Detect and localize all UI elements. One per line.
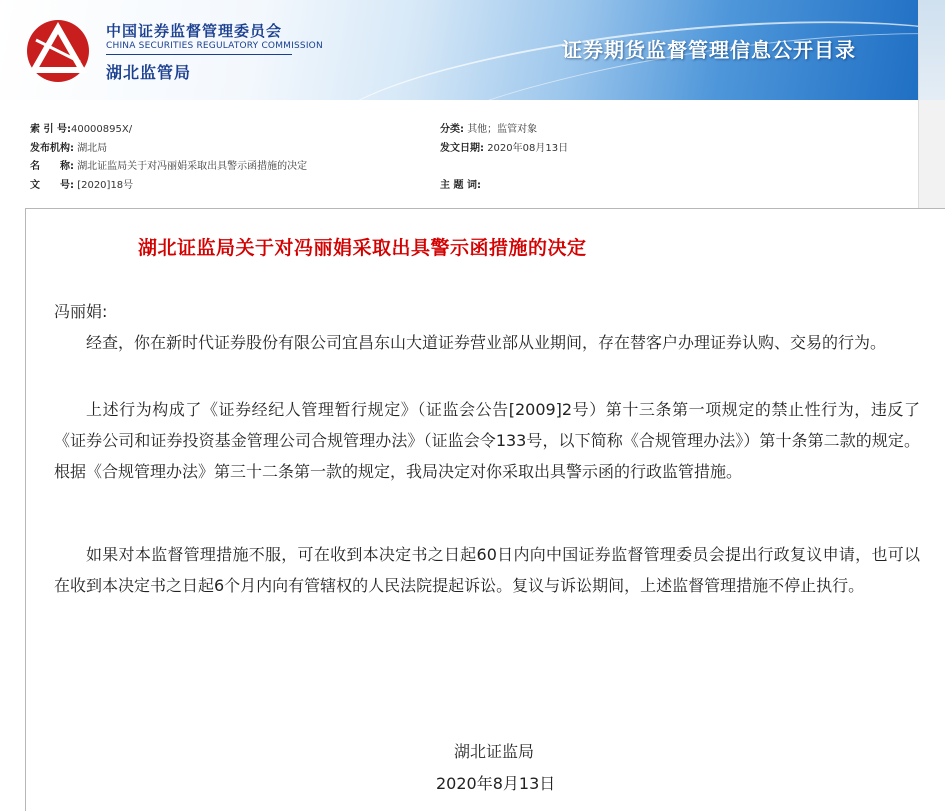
meta-doc-number bbox=[30, 176, 133, 191]
document-body bbox=[25, 208, 945, 811]
meta-label: 发布机构: bbox=[30, 143, 74, 154]
header-banner bbox=[0, 0, 918, 100]
meta-label: 名 称: bbox=[30, 161, 74, 172]
document-paragraph: 经查，你在新时代证券股份有限公司宜昌东山大道证券营业部从业期间，存在替客户办理证券认购、交易的行为。 bbox=[86, 333, 887, 352]
meta-subject bbox=[440, 176, 481, 191]
meta-value: 2020年08月13日 bbox=[487, 143, 569, 154]
meta-value: 其他；监管对象 bbox=[467, 124, 538, 135]
meta-label: 主 题 词: bbox=[440, 180, 481, 191]
org-branch-name: 湖北监管局 bbox=[106, 63, 192, 82]
meta-value: 湖北证监局关于对冯丽娟采取出具警示函措施的决定 bbox=[77, 161, 308, 172]
org-name-chinese: 中国证券监督管理委员会 bbox=[106, 22, 283, 40]
signature-date: 2020年8月13日 bbox=[436, 774, 556, 793]
meta-category bbox=[440, 120, 537, 135]
document-paragraph: 上述行为构成了《证券经纪人管理暂行规定》（证监会公告[2009]2号）第十三条第一项规定的禁止性行为，违反了《证券公司和证券投资基金管理公司合规管理办法》（证监会令133号，以下简称《合规管理办法》）第十条第二款的规定。根据《合规管理办法》第三十二条第一款的规定，我局决定对你采取出具警示函的行政监管措施。 bbox=[54, 400, 920, 481]
meta-label: 分类: bbox=[440, 124, 464, 135]
document-paragraph: 如果对本监督管理措施不服，可在收到本决定书之日起60日内向中国证券监督管理委员会提出行政复议申请，也可以在收到本决定书之日起6个月内向有管辖权的人民法院提起诉讼。复议与诉讼期间，上述监督管理措施不停止执行。 bbox=[54, 545, 920, 595]
meta-index-number bbox=[30, 120, 132, 135]
meta-value: 湖北局 bbox=[77, 143, 108, 154]
meta-publisher bbox=[30, 139, 107, 154]
meta-value: 40000895X/ bbox=[70, 124, 133, 135]
catalog-title: 证券期货监督管理信息公开目录 bbox=[562, 38, 856, 62]
meta-label: 索 引 号: bbox=[30, 124, 71, 135]
document-salutation: 冯丽娟: bbox=[54, 302, 108, 321]
document-metadata bbox=[0, 100, 918, 208]
org-divider bbox=[106, 54, 292, 55]
document-title: 湖北证监局关于对冯丽娟采取出具警示函措施的决定 bbox=[138, 237, 587, 259]
signature-organization: 湖北证监局 bbox=[454, 742, 535, 761]
right-strip-cap bbox=[919, 0, 945, 100]
csrc-logo-icon bbox=[22, 18, 94, 84]
meta-issue-date bbox=[440, 139, 568, 154]
meta-label: 文 号: bbox=[30, 180, 74, 191]
meta-doc-name bbox=[30, 157, 307, 172]
meta-value: [2020]18号 bbox=[77, 180, 134, 191]
org-name-english: CHINA SECURITIES REGULATORY COMMISSION bbox=[106, 41, 323, 51]
meta-label: 发文日期: bbox=[440, 143, 484, 154]
